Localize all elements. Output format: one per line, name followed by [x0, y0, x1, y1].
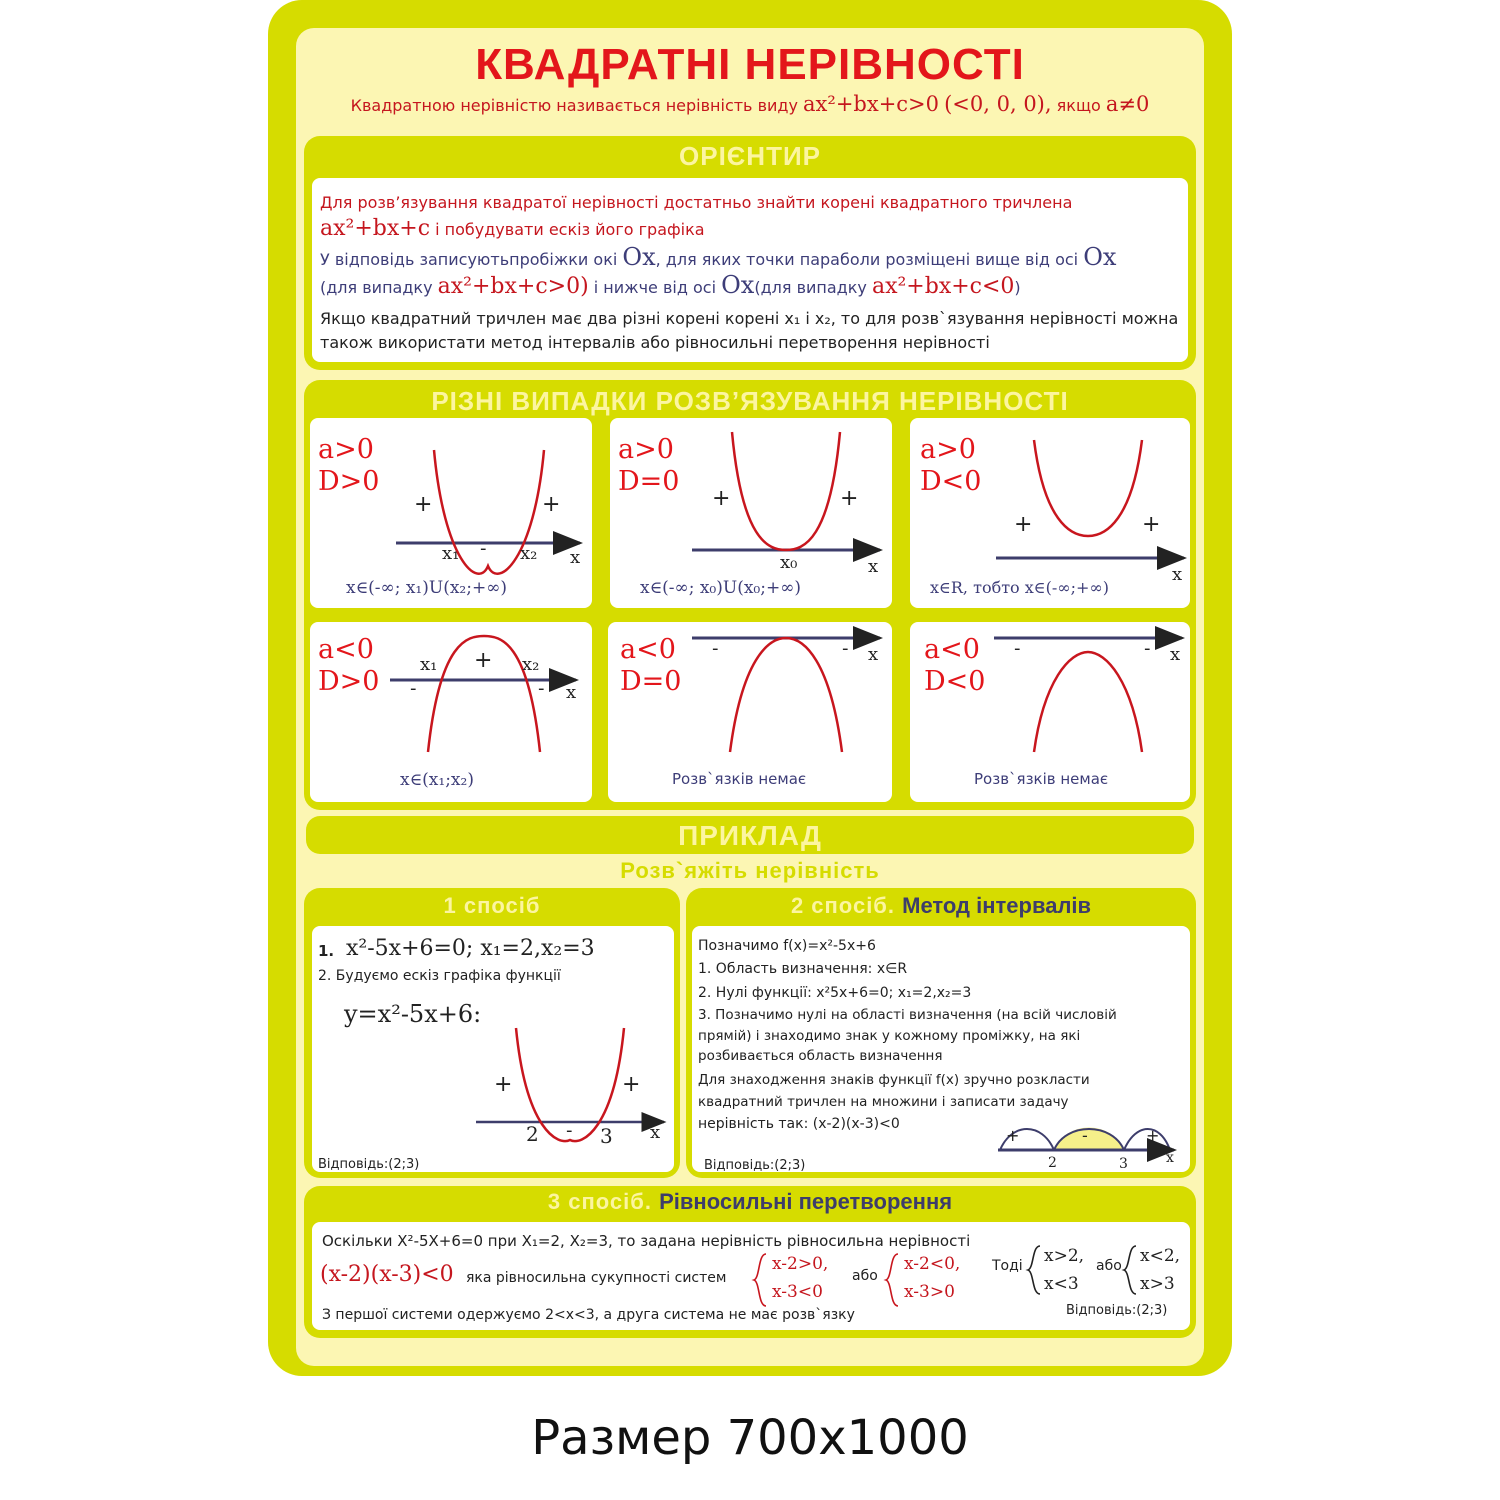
system-line: x-3<0: [772, 1282, 823, 1302]
way3-line3: З першої системи одержуємо 2<x<3, а друга система не має розв`язку: [322, 1307, 855, 1323]
axis-x-label: x: [1166, 1150, 1174, 1166]
way2-line: нерівність так: (x-2)(x-3)<0: [698, 1116, 900, 1132]
way2-line: 1. Область визначення: x∈R: [698, 961, 908, 977]
system-line: x<3: [1044, 1274, 1079, 1294]
minus-mark: -: [842, 638, 849, 659]
brace: [1124, 1246, 1136, 1294]
system-line: x>2,: [1044, 1246, 1085, 1266]
minus-mark: -: [480, 538, 487, 559]
way2-heading: 2 спосіб. Метод інтервалів: [790, 893, 1092, 918]
case-label: a>0 D=0: [618, 434, 680, 497]
plus-mark: +: [1146, 1126, 1160, 1145]
case-answer: x∈(x₁;x₂): [400, 770, 474, 790]
root-label: x₁: [442, 543, 460, 564]
way2-line: 3. Позначимо нулі на області визначення (на всій числовій: [698, 1007, 1117, 1023]
orientir-p3: (для випадку ax²+bx+c>0) і нижче від осі Ox(для випадку ax²+bx+c<0): [320, 271, 1021, 299]
example-heading: ПРИКЛАД: [678, 820, 822, 851]
root-label: 2: [1048, 1155, 1057, 1171]
way3-line1: Оскільки X²-5X+6=0 при X₁=2, X₂=3, то задана нерівність рівносильна нерівності: [322, 1232, 971, 1250]
case-answer: Розв`язків немає: [974, 770, 1109, 788]
axis-x-label: x: [1170, 644, 1181, 665]
plus-mark: +: [414, 492, 433, 517]
axis-x-label: x: [1172, 564, 1183, 585]
plus-mark: +: [840, 486, 859, 511]
way1-step1: x²-5x+6=0; x₁=2,x₂=3: [346, 936, 595, 961]
way2-answer: Відповідь:(2;3): [704, 1158, 806, 1173]
way2-line: розбивається область визначення: [698, 1048, 943, 1064]
orientir-p4: Якщо квадратний тричлен має два різні корені корені x₁ і x₂, то для розв`язування нерівності можна: [320, 309, 1179, 328]
way2-line: 2. Нулі функції: x²5x+6=0; x₁=2,x₂=3: [698, 985, 972, 1001]
way2-line: Позначимо f(x)=x²-5x+6: [698, 938, 876, 954]
way1-func: y=x²-5x+6:: [344, 1000, 482, 1028]
axis-x-label: x: [868, 556, 879, 577]
system-line: x>3: [1140, 1274, 1175, 1294]
way2-line: Для знаходження знаків функції f(x) зручно розкласти: [698, 1072, 1090, 1088]
brace: [1028, 1246, 1040, 1294]
minus-mark: -: [538, 678, 545, 699]
system-line: x-2<0,: [904, 1254, 961, 1274]
orientir-p5: також використати метод інтервалів або рівносильні перетворення нерівності: [320, 333, 990, 352]
orientir-p1: Для розв’язування квадратої нерівності достатньо знайти корені квадратного тричлена: [320, 193, 1073, 212]
way1-answer: Відповідь:(2;3): [318, 1157, 420, 1172]
axis-x-label: x: [650, 1122, 661, 1143]
way3-line2: яка рівносильна сукупності систем: [466, 1270, 727, 1286]
root-label: 3: [600, 1124, 613, 1148]
plus-mark: +: [1006, 1126, 1020, 1145]
way1-step1-num: 1.: [318, 942, 335, 960]
way1-heading: 1 спосіб: [443, 893, 541, 918]
plus-mark: +: [474, 648, 493, 673]
way3-answer: Відповідь:(2;3): [1066, 1303, 1168, 1318]
way3-inequality: (x-2)(x-3)<0: [320, 1262, 454, 1287]
way1-step2: 2. Будуємо ескіз графіка функції: [318, 968, 561, 984]
system-line: x-3>0: [904, 1282, 955, 1302]
then-word: Тоді: [992, 1258, 1023, 1274]
orientir-p2: У відповідь записуютьпробіжки окі Ox, для яких точки параболи розміщені вище від осі Ox: [320, 243, 1117, 271]
plus-mark: +: [622, 1072, 641, 1097]
root-label: 3: [1119, 1156, 1128, 1172]
plus-mark: +: [712, 486, 731, 511]
cases-heading: РІЗНІ ВИПАДКИ РОЗВ’ЯЗУВАННЯ НЕРІВНОСТІ: [431, 386, 1069, 416]
root-label: x₂: [522, 654, 540, 675]
minus-mark: -: [1144, 638, 1151, 659]
minus-mark: -: [1082, 1126, 1088, 1145]
system-line: x<2,: [1140, 1246, 1181, 1266]
system-line: x-2>0,: [772, 1254, 829, 1274]
axis-x-label: x: [566, 682, 577, 703]
minus-mark: -: [712, 638, 719, 659]
plus-mark: +: [542, 492, 561, 517]
case-label: a<0 D<0: [924, 634, 986, 697]
minus-mark: -: [1014, 638, 1021, 659]
orientir-p1b: ax²+bx+c і побудувати ескіз його графіка: [320, 216, 705, 241]
brace: [754, 1254, 766, 1306]
size-caption: Размер 700x1000: [531, 1410, 969, 1466]
brace: [886, 1254, 898, 1306]
page-title: КВАДРАТНІ НЕРІВНОСТІ: [475, 40, 1025, 89]
case-label: a>0 D<0: [920, 434, 982, 497]
way2-line: прямій) і знаходимо знак у кожному проміжку, на які: [698, 1028, 1081, 1044]
minus-mark: -: [410, 678, 417, 699]
or-word: або: [1096, 1258, 1122, 1274]
root-label: x₂: [520, 543, 538, 564]
plus-mark: +: [494, 1072, 513, 1097]
axis-x-label: x: [868, 644, 879, 665]
example-subheading: Розв`яжіть нерівність: [620, 858, 880, 883]
or-word: або: [852, 1268, 878, 1284]
case-label: a>0 D>0: [318, 434, 380, 497]
plus-mark: +: [1142, 512, 1161, 537]
case-answer: Розв`язків немає: [672, 770, 807, 788]
plus-mark: +: [1014, 512, 1033, 537]
definition: Квадратною нерівністю називається нерівність виду ax²+bx+c>0 (<0, 0, 0), якщо a≠0: [350, 92, 1150, 116]
case-label: a<0 D>0: [318, 634, 380, 697]
way2-line: квадратний тричлен на множини і записати задачу: [698, 1094, 1069, 1110]
case-answer: x∈(-∞; x₁)U(x₂;+∞): [346, 578, 508, 598]
way3-heading: 3 спосіб. Рівносильні перетворення: [547, 1189, 953, 1214]
minus-mark: -: [566, 1120, 573, 1141]
root-label: x₀: [780, 552, 798, 573]
orientir-heading: ОРІЄНТИР: [679, 141, 821, 171]
root-label: x₁: [420, 654, 438, 675]
axis-x-label: x: [570, 547, 581, 568]
case-label: a<0 D=0: [620, 634, 682, 697]
root-label: 2: [526, 1122, 539, 1146]
case-answer: x∈R, тобто x∈(-∞;+∞): [930, 578, 1109, 597]
case-answer: x∈(-∞; x₀)U(x₀;+∞): [640, 578, 802, 598]
